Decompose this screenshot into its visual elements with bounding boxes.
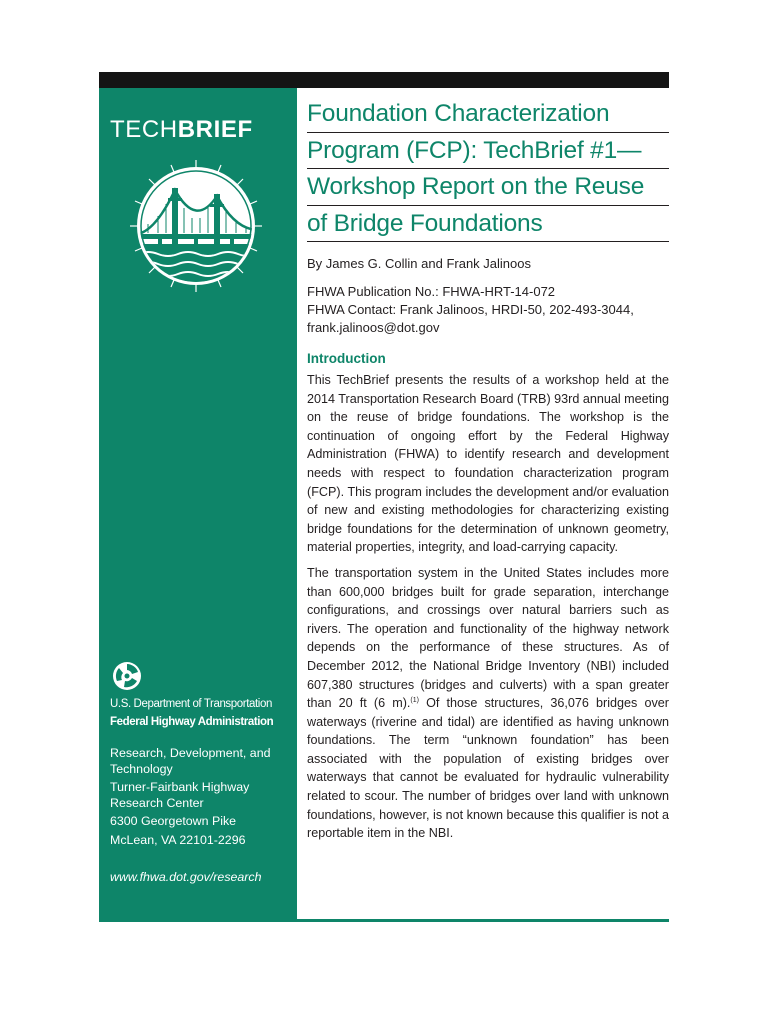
contact-email[interactable]: frank.jalinoos@dot.gov xyxy=(307,320,440,335)
bottom-rule xyxy=(297,919,669,922)
techbrief-logo: TECHBRIEF xyxy=(110,116,253,143)
address-line: Turner-Fairbank Highway Research Center xyxy=(110,780,250,810)
title-line: of Bridge Foundations xyxy=(307,206,669,243)
paragraph xyxy=(307,564,669,843)
title-line: Foundation Characterization xyxy=(307,96,669,133)
publication-number: FHWA Publication No.: FHWA-HRT-14-072 xyxy=(307,284,556,299)
research-url[interactable]: www.fhwa.dot.gov/research xyxy=(110,870,262,884)
paragraph-text: The transportation system in the United States includes more than 600,000 bridges built for grade separation, interchange configurations, and crossings over natural barriers such as rivers. The operation and functionality of the highway network depends on the performance of these structures. As of December 2012, the National Bridge Inventory (NBI) included 607,380 structures (bridges and culverts) with a span greater than 20 ft (6 m). xyxy=(307,565,669,711)
byline: By James G. Collin and Frank Jalinoos xyxy=(307,256,531,271)
sidebar xyxy=(99,88,297,922)
publication-info xyxy=(307,283,669,337)
agency-department: U.S. Department of Transportation xyxy=(110,698,272,710)
paragraph: This TechBrief presents the results of a workshop held at the 2014 Transportation Research Board (TRB) 93rd annual meeting on the reuse of bridge foundations. The workshop is the continuation of ongoing effort by the Federal Highway Administration (FHWA) to identify research and development needs with respect to foundation characterization program (FCP). This program includes the development and/or evaluation of new and existing methodologies for characterizing existing bridge foundations for the determination of unknown geometry, material properties, integrity, and load-carrying capacity. xyxy=(307,373,669,555)
address-line: Research, Development, and Technology xyxy=(110,746,271,776)
paragraph-text: Of those structures, 36,076 bridges over waterways (riverine and tidal) are identified as having unknown foundations. The term “unknown foundation” has been associated with the population of existing bridges over waterways that cannot be evaluated for hydraulic vulnerability related to scour. The number of bridges over land with unknown foundations, however, is not known because this qualifier is not a reportable item in the NBI. xyxy=(307,696,669,841)
title-line: Workshop Report on the Reuse xyxy=(307,169,669,206)
dot-triskelion-icon xyxy=(112,661,142,691)
section-heading: Introduction xyxy=(307,351,386,366)
reference-marker: (1) xyxy=(410,696,419,704)
agency-administration: Federal Highway Administration xyxy=(110,716,274,728)
bridge-seal-icon xyxy=(128,158,264,294)
title-line: Program (FCP): TechBrief #1— xyxy=(307,133,669,170)
address-line: McLean, VA 22101-2296 xyxy=(110,833,246,847)
contact-line: FHWA Contact: Frank Jalinoos, HRDI-50, 202-493-3044, xyxy=(307,302,634,317)
address-line: 6300 Georgetown Pike xyxy=(110,814,237,828)
main-content xyxy=(307,96,669,843)
top-bar xyxy=(99,72,669,88)
